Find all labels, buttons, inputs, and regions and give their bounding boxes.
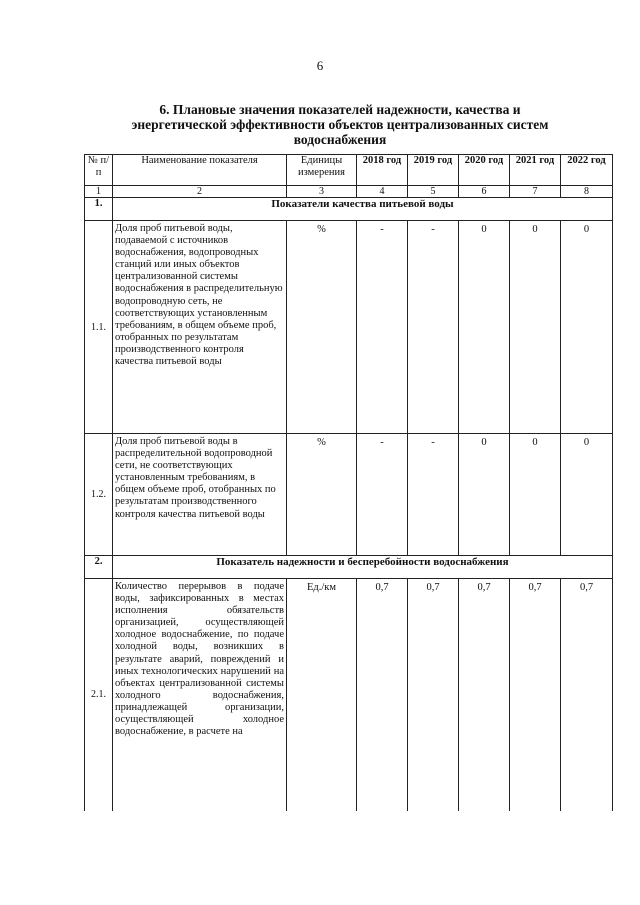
- header-name: Наименование показателя: [113, 155, 287, 186]
- row-number: 2.1.: [85, 579, 113, 811]
- title-line-2: энергетической эффективности объектов централизованных систем: [131, 117, 549, 132]
- value-2022: 0: [561, 221, 613, 434]
- value-2019: 0,7: [408, 579, 459, 811]
- value-2020: 0,7: [459, 579, 510, 811]
- col-number: 5: [408, 186, 459, 198]
- table-row: [85, 579, 613, 811]
- col-number: 2: [113, 186, 287, 198]
- indicator-name: Доля проб питьевой воды, подаваемой с источников водоснабжения, водопроводных станций или иных объектов централизованной системы водоснабжения в распределительную водопроводную сеть, не соответствующих установленным требованиям, в общем объеме проб, отобранных по результатам производственного контроля качества питьевой воды: [113, 221, 287, 434]
- value-2022: 0,7: [561, 579, 613, 811]
- section-row: [85, 198, 613, 221]
- section-number: 1.: [85, 198, 113, 221]
- value-2019: -: [408, 434, 459, 556]
- row-number: 1.1.: [85, 221, 113, 434]
- document-title: [90, 102, 590, 147]
- col-number: 4: [357, 186, 408, 198]
- value-2022: 0: [561, 434, 613, 556]
- title-line-1: 6. Плановые значения показателей надежности, качества и: [159, 102, 521, 117]
- value-2019: -: [408, 221, 459, 434]
- indicator-name: Доля проб питьевой воды в распределительной водопроводной сети, не соответствующих установленным требованиям, в общем объеме проб, отобранных по результатам производственного контроля качества питьевой воды: [113, 434, 287, 556]
- value-2020: 0: [459, 221, 510, 434]
- section-title: Показатель надежности и бесперебойности водоснабжения: [113, 556, 613, 579]
- header-num: № п/п: [85, 155, 113, 186]
- value-2018: 0,7: [357, 579, 408, 811]
- value-2021: 0,7: [510, 579, 561, 811]
- indicators-table: [84, 154, 613, 811]
- section-row: [85, 556, 613, 579]
- header-unit: Единицы измерения: [287, 155, 357, 186]
- page-number: 6: [316, 58, 324, 73]
- value-2020: 0: [459, 434, 510, 556]
- indicator-unit: Ед./км: [287, 579, 357, 811]
- header-year-2021: 2021 год: [510, 155, 561, 186]
- indicator-name: Количество перерывов в подаче воды, зафиксированных в местах исполнения обязательств организацией, осуществляющей холодное водоснабжение, по подаче холодной воды, возникших в результате аварий, повреждений и иных технологических нарушений на объектах централизованной системы холодного водоснабжения, принадлежащей организации, осуществляющей холодное водоснабжение, в расчете на: [113, 579, 287, 811]
- table-row: [85, 434, 613, 556]
- header-year-2018: 2018 год: [357, 155, 408, 186]
- value-2018: -: [357, 221, 408, 434]
- header-year-2022: 2022 год: [561, 155, 613, 186]
- indicator-unit: %: [287, 434, 357, 556]
- header-row: [85, 155, 613, 186]
- row-number: 1.2.: [85, 434, 113, 556]
- indicator-unit: %: [287, 221, 357, 434]
- value-2021: 0: [510, 221, 561, 434]
- section-title: Показатели качества питьевой воды: [113, 198, 613, 221]
- col-number: 1: [85, 186, 113, 198]
- header-year-2020: 2020 год: [459, 155, 510, 186]
- title-line-3: водоснабжения: [293, 132, 387, 147]
- column-number-row: [85, 186, 613, 198]
- col-number: 7: [510, 186, 561, 198]
- value-2018: -: [357, 434, 408, 556]
- header-year-2019: 2019 год: [408, 155, 459, 186]
- table-row: [85, 221, 613, 434]
- col-number: 8: [561, 186, 613, 198]
- col-number: 3: [287, 186, 357, 198]
- value-2021: 0: [510, 434, 561, 556]
- col-number: 6: [459, 186, 510, 198]
- section-number: 2.: [85, 556, 113, 579]
